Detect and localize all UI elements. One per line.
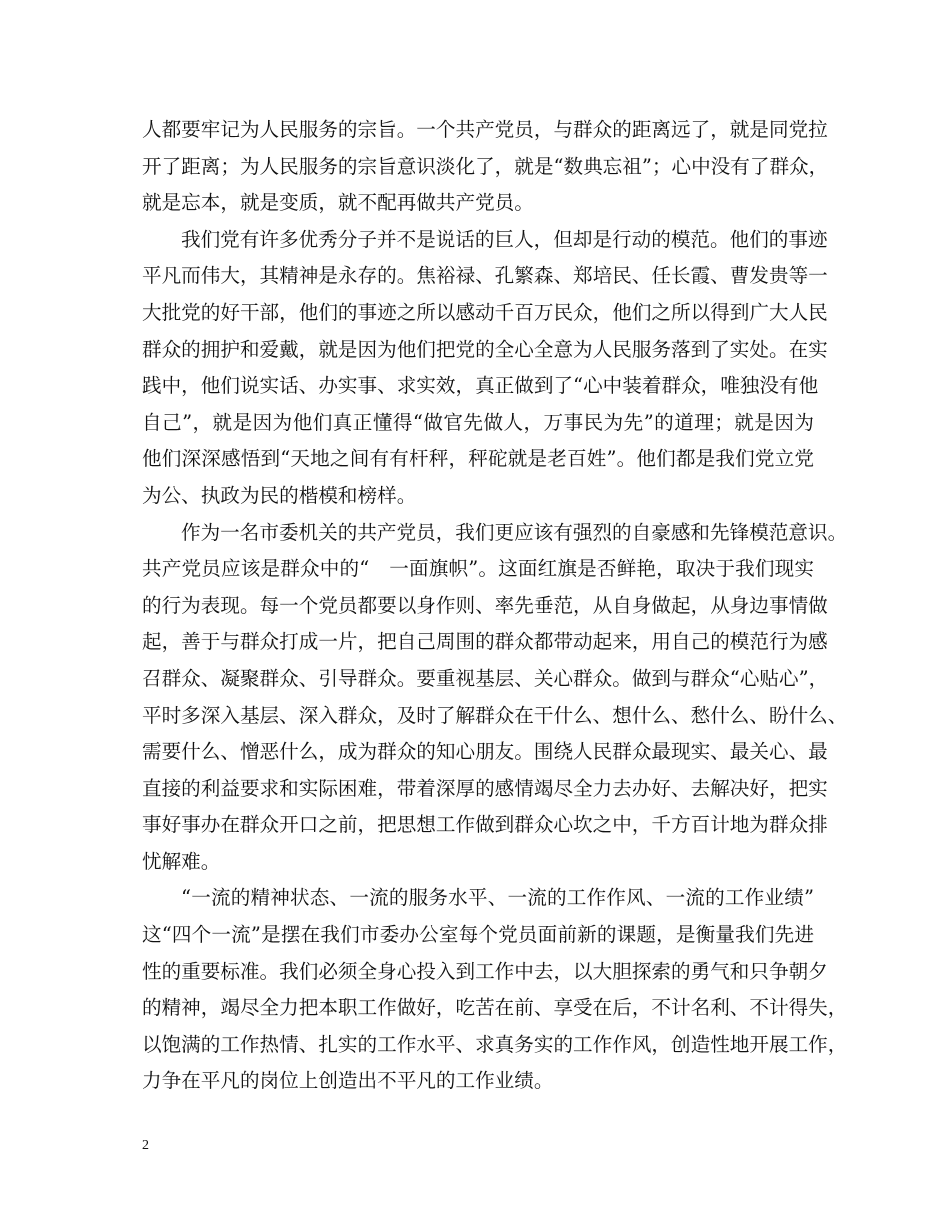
document-body: [142, 112, 848, 1100]
paragraph-line: 召群众、凝聚群众、引导群众。要重视基层、关心群众。做到与群众“心贴心”，: [142, 666, 829, 690]
paragraph-line: 开了距离；为人民服务的宗旨意识淡化了，就是“数典忘祖”；心中没有了群众，: [142, 154, 829, 178]
paragraph-line: 性的重要标准。我们必须全身心投入到工作中去，以大胆探索的勇气和只争朝夕: [142, 959, 828, 983]
paragraph-line: 群众的拥护和爱戴，就是因为他们把党的全心全意为人民服务落到了实处。在实: [142, 337, 828, 361]
paragraph-line: 事好事办在群众开口之前，把思想工作做到群众心坎之中，千方百计地为群众排: [142, 813, 828, 837]
paragraph-line: 以饱满的工作热情、扎实的工作水平、求真务实的工作作风，创造性地开展工作，: [142, 1032, 848, 1056]
paragraph-line: 的精神，竭尽全力把本职工作做好，吃苦在前、享受在后，不计名利、不计得失，: [142, 996, 848, 1020]
paragraph-1: [142, 112, 829, 222]
paragraph-line: 的行为表现。每一个党员都要以身作则、率先垂范，从自身做起，从身边事情做: [142, 593, 828, 617]
paragraph-line: 我们党有许多优秀分子并不是说话的巨人，但却是行动的模范。他们的事迹: [181, 227, 828, 251]
paragraph-line: 力争在平凡的岗位上创造出不平凡的工作业绩。: [142, 1069, 554, 1093]
paragraph-line: 起，善于与群众打成一片，把自己周围的群众都带动起来，用自己的模范行为感: [142, 630, 828, 654]
paragraph-line: 需要什么、憎恶什么，成为群众的知心朋友。围绕人民群众最现实、最关心、最: [142, 740, 828, 764]
paragraph-3: [142, 515, 848, 881]
paragraph-line: 自己”，就是因为他们真正懂得“做官先做人，万事民为先”的道理；就是因为: [142, 410, 814, 434]
paragraph-line: 平凡而伟大，其精神是永存的。焦裕禄、孔繁森、郑培民、任长霞、曹发贵等一: [142, 264, 828, 288]
paragraph-4: [142, 880, 848, 1100]
paragraph-line: 大批党的好干部，他们的事迹之所以感动千百万民众，他们之所以得到广大人民: [142, 300, 828, 324]
paragraph-line: 他们深深感悟到“天地之间有有杆秤，秤砣就是老百姓”。他们都是我们党立党: [142, 447, 814, 471]
paragraph-line: 就是忘本，就是变质，就不配再做共产党员。: [142, 191, 534, 215]
paragraph-line: 作为一名市委机关的共产党员，我们更应该有强烈的自豪感和先锋模范意识。: [181, 520, 848, 544]
paragraph-line: 平时多深入基层、深入群众，及时了解群众在干什么、想什么、愁什么、盼什么、: [142, 703, 848, 727]
paragraph-line: 人都要牢记为人民服务的宗旨。一个共产党员，与群众的距离远了，就是同党拉: [142, 118, 828, 141]
paragraph-line: 为公、执政为民的楷模和榜样。: [142, 483, 417, 507]
paragraph-line: 这“四个一流”是摆在我们市委办公室每个党员面前新的课题，是衡量我们先进: [142, 923, 814, 947]
paragraph-line: 践中，他们说实话、办实事、求实效，真正做到了“心中装着群众，唯独没有他: [142, 374, 819, 398]
paragraph-line: “一流的精神状态、一流的服务水平、一流的工作作风、一流的工作业绩”: [181, 886, 814, 910]
page-number: 2: [142, 1138, 149, 1153]
paragraph-line: 忧解难。: [142, 849, 221, 873]
paragraph-2: [142, 222, 828, 515]
paragraph-line: 共产党员应该是群众中的“ 一面旗帜”。这面红旗是否鲜艳，取决于我们现实: [142, 557, 814, 581]
paragraph-line: 直接的利益要求和实际困难，带着深厚的感情竭尽全力去办好、去解决好，把实: [142, 776, 828, 800]
